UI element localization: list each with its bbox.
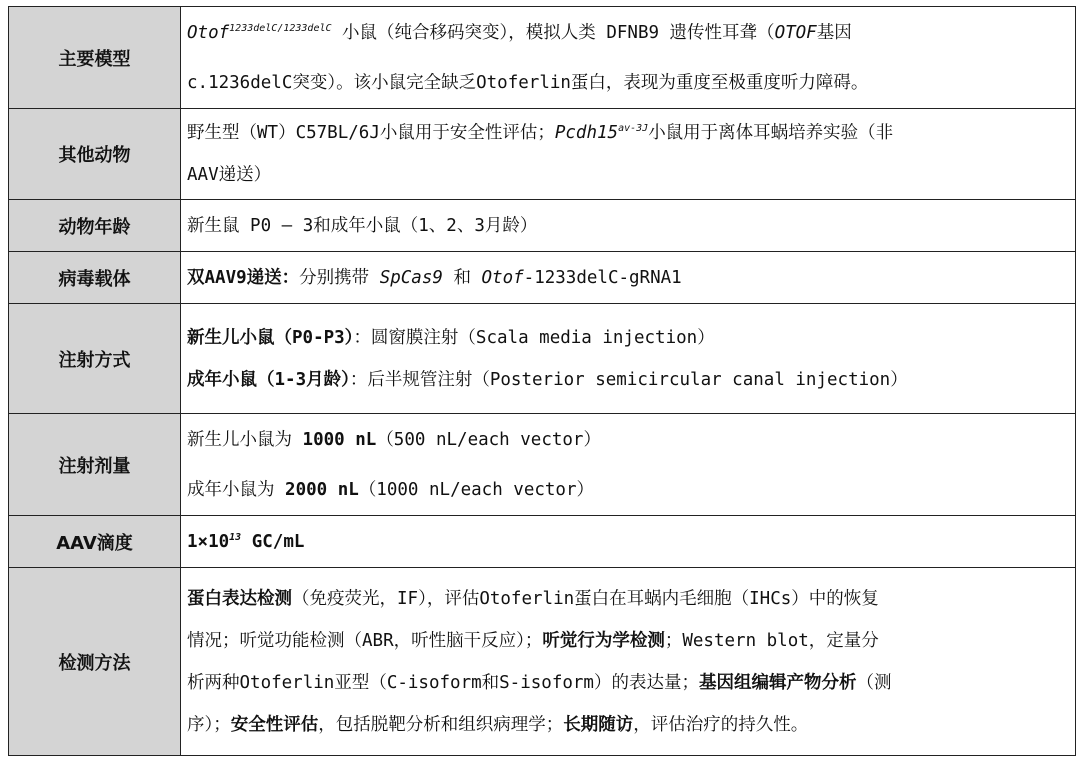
detect-isoform-desc: 析两种Otoferlin亚型（C-isoform和S-isoform）的表达量；	[187, 672, 699, 693]
gene-otof-vector: Otof	[481, 267, 524, 288]
detect-followup-bold: 长期随访	[563, 714, 634, 735]
vector-desc-a: 分别携带	[299, 267, 380, 288]
row-label-detection-methods: 检测方法	[9, 568, 181, 756]
row-label-main-model: 主要模型	[9, 7, 181, 109]
dose-adult-a: 成年小鼠为	[187, 479, 286, 500]
row-value-main-model	[181, 7, 1076, 109]
model-desc-b: 基因	[816, 22, 852, 43]
gene-otof: Otof	[187, 22, 230, 43]
row-label-animal-age: 动物年龄	[9, 200, 181, 252]
other-desc-c: AAV递送）	[187, 165, 272, 185]
titer-base: 1×10	[187, 531, 230, 552]
method-adult-bold: 成年小鼠（1-3月龄）	[187, 369, 350, 390]
detect-seq-b: 序）；	[187, 714, 231, 735]
table-row	[9, 252, 1076, 304]
row-value-aav-titer	[181, 516, 1076, 568]
detect-abr-desc: 情况；听觉功能检测（ABR，听性脑干反应）；	[187, 630, 543, 651]
model-desc-c: c.1236delC突变）。该小鼠完全缺乏Otoferlin蛋白，表现为重度至极重度听力障碍。	[187, 72, 869, 93]
vector-desc-b: 和	[442, 267, 482, 288]
gene-pcdh15: Pcdh15	[554, 123, 619, 143]
other-desc-a: 野生型（WT）C57BL/6J小鼠用于安全性评估；	[187, 123, 555, 143]
gene-otof-human: OTOF	[774, 22, 817, 43]
row-value-other-animals	[181, 109, 1076, 200]
detect-behavior-bold: 听觉行为学检测	[542, 630, 665, 651]
table-row	[9, 304, 1076, 414]
method-neonatal-bold: 新生儿小鼠（P0-P3）	[187, 327, 354, 348]
detect-western-desc: ；Western blot，定量分	[664, 630, 879, 651]
detect-safety-desc: ，包括脱靶分析和组织病理学；	[318, 714, 564, 735]
detect-genome-bold: 基因组编辑产物分析	[698, 672, 857, 693]
other-desc-b: 小鼠用于离体耳蜗培养实验（非	[648, 123, 894, 143]
row-value-viral-vector	[181, 252, 1076, 304]
row-label-injection-method: 注射方式	[9, 304, 181, 414]
detect-protein-desc: （免疫荧光，IF），评估Otoferlin蛋白在耳蜗内毛细胞（IHCs）中的恢复	[292, 588, 879, 609]
row-value-injection-method	[181, 304, 1076, 414]
titer-unit: GC/mL	[241, 531, 305, 552]
detect-safety-bold: 安全性评估	[230, 714, 319, 735]
model-desc-a: 小鼠（纯合移码突变），模拟人类 DFNB9 遗传性耳聋（	[331, 22, 775, 43]
titer-exponent: 13	[229, 531, 242, 543]
table-row	[9, 414, 1076, 516]
row-label-viral-vector: 病毒载体	[9, 252, 181, 304]
detect-followup-desc: ，评估治疗的持久性。	[633, 714, 809, 735]
detect-seq-a: （测	[856, 672, 892, 693]
spec-table-container	[8, 6, 1076, 756]
row-label-other-animals: 其他动物	[9, 109, 181, 200]
vector-bold: 双AAV9递送：	[187, 267, 300, 288]
gene-spcas9: SpCas9	[379, 267, 443, 288]
dose-neonatal-a: 新生儿小鼠为	[187, 429, 303, 450]
vector-desc-c: -1233delC-gRNA1	[523, 267, 682, 288]
table-row	[9, 7, 1076, 109]
detect-protein-bold: 蛋白表达检测	[187, 588, 292, 609]
dose-neonatal-b: （500 nL/each vector）	[376, 429, 601, 450]
row-value-animal-age: 新生鼠 P0 – 3和成年小鼠（1、2、3月龄）	[181, 200, 1076, 252]
allele-superscript: 1233delC/1233delC	[229, 22, 332, 34]
table-row	[9, 109, 1076, 200]
dose-adult-b: （1000 nL/each vector）	[358, 479, 594, 500]
table-row	[9, 568, 1076, 756]
pcdh15-superscript: av-3J	[618, 123, 649, 135]
row-label-injection-dose: 注射剂量	[9, 414, 181, 516]
experiment-spec-table	[8, 6, 1076, 756]
method-adult-desc: ：后半规管注射（Posterior semicircular canal injection）	[349, 369, 908, 390]
table-row	[9, 516, 1076, 568]
row-value-injection-dose	[181, 414, 1076, 516]
row-label-aav-titer: AAV滴度	[9, 516, 181, 568]
table-row	[9, 200, 1076, 252]
dose-neonatal-bold: 1000 nL	[302, 429, 377, 450]
method-neonatal-desc: ：圆窗膜注射（Scala media injection）	[353, 327, 715, 348]
row-value-detection-methods	[181, 568, 1076, 756]
dose-adult-bold: 2000 nL	[285, 479, 359, 500]
